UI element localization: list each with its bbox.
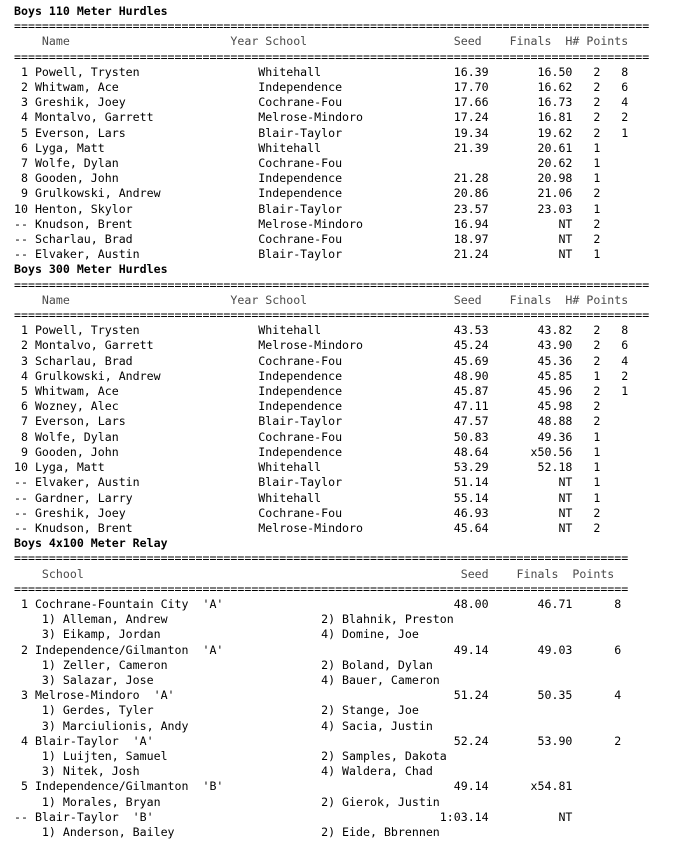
column-header: Name Year School Seed Finals H# Points <box>14 34 629 49</box>
result-row: 8 Gooden, John Independence 21.28 20.98 1 <box>14 171 601 186</box>
result-row: 4 Montalvo, Garrett Melrose-Mindoro 17.24 16.81 2 2 <box>14 110 629 125</box>
result-row: -- Elvaker, Austin Blair-Taylor 51.14 NT 1 <box>14 475 601 490</box>
result-row: -- Greshik, Joey Cochrane-Fou 46.93 NT 2 <box>14 505 601 520</box>
result-row: 3 Greshik, Joey Cochrane-Fou 17.66 16.73 2 4 <box>14 95 629 110</box>
column-header: School Seed Finals Points <box>14 566 615 581</box>
result-row: 9 Grulkowski, Andrew Independence 20.86 21.06 2 <box>14 186 601 201</box>
result-row: 2 Montalvo, Garrett Melrose-Mindoro 45.24 43.90 2 6 <box>14 338 629 353</box>
result-row: 8 Wolfe, Dylan Cochrane-Fou 50.83 49.36 1 <box>14 429 601 444</box>
result-row: -- Knudson, Brent Melrose-Mindoro 45.64 NT 2 <box>14 520 601 535</box>
result-row: 1 Powell, Trysten Whitehall 43.53 43.82 2 8 <box>14 323 629 338</box>
result-row: 6 Wozney, Alec Independence 47.11 45.98 2 <box>14 399 601 414</box>
relay-runners-row: 3) Nitek, Josh 4) Waldera, Chad <box>14 764 433 779</box>
result-row: 6 Lyga, Matt Whitehall 21.39 20.61 1 <box>14 140 601 155</box>
result-row: 10 Henton, Skylor Blair-Taylor 23.57 23.03 1 <box>14 201 601 216</box>
result-row: 10 Lyga, Matt Whitehall 53.29 52.18 1 <box>14 460 601 475</box>
section-boys-4x100-meter-relay <box>14 536 649 840</box>
divider-double: ======================================================================================== <box>14 581 629 596</box>
divider-double: =========================================================================================== <box>14 19 650 34</box>
relay-runners-row: 1) Gerdes, Tyler 2) Stange, Joe <box>14 703 419 718</box>
result-row: 2 Whitwam, Ace Independence 17.70 16.62 2 6 <box>14 80 629 95</box>
relay-runners-row: 1) Morales, Bryan 2) Gierok, Justin <box>14 794 440 809</box>
relay-team-row: 3 Melrose-Mindoro 'A' 51.24 50.35 4 <box>14 688 622 703</box>
event-title: Boys 110 Meter Hurdles <box>14 4 168 18</box>
result-row: 5 Whitwam, Ace Independence 45.87 45.96 2 1 <box>14 384 629 399</box>
result-row: 7 Wolfe, Dylan Cochrane-Fou 20.62 1 <box>14 156 601 171</box>
relay-runners-row: 3) Salazar, Jose 4) Bauer, Cameron <box>14 672 440 687</box>
result-row: -- Elvaker, Austin Blair-Taylor 21.24 NT 1 <box>14 247 601 262</box>
result-row: -- Scharlau, Brad Cochrane-Fou 18.97 NT 2 <box>14 232 601 247</box>
result-row: -- Gardner, Larry Whitehall 55.14 NT 1 <box>14 490 601 505</box>
divider-double: =========================================================================================== <box>14 308 650 323</box>
event-title: Boys 4x100 Meter Relay <box>14 536 168 551</box>
section-boys-300-meter-hurdles <box>14 262 649 536</box>
results-document <box>14 4 649 840</box>
relay-runners-row: 1) Luijten, Samuel 2) Samples, Dakota <box>14 748 447 763</box>
result-row: 7 Everson, Lars Blair-Taylor 47.57 48.88 2 <box>14 414 601 429</box>
result-row: 5 Everson, Lars Blair-Taylor 19.34 19.62 2 1 <box>14 125 629 140</box>
section-boys-110-meter-hurdles <box>14 4 649 262</box>
relay-runners-row: 3) Marciulionis, Andy 4) Sacia, Justin <box>14 718 433 733</box>
relay-team-row: 2 Independence/Gilmanton 'A' 49.14 49.03 6 <box>14 642 622 657</box>
result-row: 3 Scharlau, Brad Cochrane-Fou 45.69 45.36 2 4 <box>14 353 629 368</box>
relay-runners-row: 1) Anderson, Bailey 2) Eide, Bbrennen <box>14 824 440 839</box>
divider-double: =========================================================================================== <box>14 277 650 292</box>
result-row: -- Knudson, Brent Melrose-Mindoro 16.94 NT 2 <box>14 216 601 231</box>
relay-team-row: 1 Cochrane-Fountain City 'A' 48.00 46.71 8 <box>14 596 622 611</box>
relay-team-row: -- Blair-Taylor 'B' 1:03.14 NT <box>14 809 573 824</box>
result-row: 9 Gooden, John Independence 48.64 x50.56 1 <box>14 444 601 459</box>
divider-double: =========================================================================================== <box>14 49 650 64</box>
column-header: Name Year School Seed Finals H# Points <box>14 292 629 307</box>
relay-team-row: 5 Independence/Gilmanton 'B' 49.14 x54.81 <box>14 779 573 794</box>
result-row: 1 Powell, Trysten Whitehall 16.39 16.50 2 8 <box>14 64 629 79</box>
event-title: Boys 300 Meter Hurdles <box>14 262 168 277</box>
relay-runners-row: 3) Eikamp, Jordan 4) Domine, Joe <box>14 627 419 642</box>
result-row: 4 Grulkowski, Andrew Independence 48.90 45.85 1 2 <box>14 368 629 383</box>
relay-team-row: 4 Blair-Taylor 'A' 52.24 53.90 2 <box>14 733 622 748</box>
divider-double: ======================================================================================== <box>14 551 629 566</box>
relay-runners-row: 1) Alleman, Andrew 2) Blahnik, Preston <box>14 612 454 627</box>
relay-runners-row: 1) Zeller, Cameron 2) Boland, Dylan <box>14 657 433 672</box>
